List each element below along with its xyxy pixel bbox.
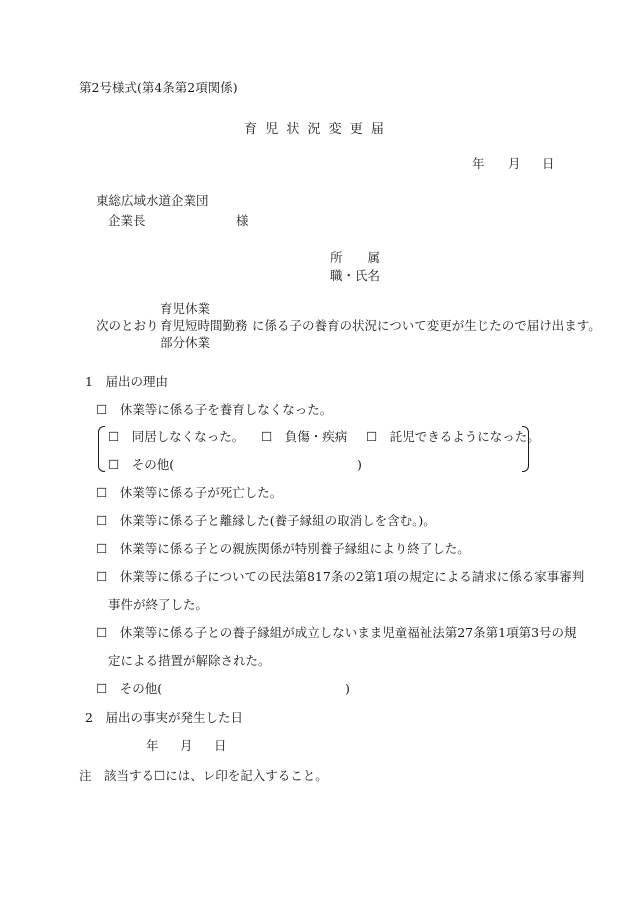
reason-dissolved-adoption[interactable]: ☐ 休業等に係る子と離縁した(養子縁組の取消しを含む。)。 [96,513,436,528]
date-year: 年 [472,156,485,171]
section1-heading: 1 届出の理由 [85,374,168,389]
reason-family-court-line2: 事件が終了した。 [108,597,209,612]
section2-heading: 2 届出の事実が発生した日 [85,710,243,725]
reason-other-close: ) [345,681,350,696]
occurrence-day: 日 [214,738,227,753]
reason-family-court-line1[interactable]: ☐ 休業等に係る子についての民法第817条の2第1項の規定による請求に係る家事審判 [96,569,585,584]
sub-reason-other-close: ) [357,457,362,472]
reason-measure-lifted-line1[interactable]: ☐ 休業等に係る子との養子縁組が成立しないまま児童福祉法第27条第1項第3号の規 [96,625,577,640]
occurrence-month: 月 [180,738,193,753]
intro-option-partial-leave: 部分休業 [160,335,211,350]
occurrence-year: 年 [146,738,159,753]
sub-reason-injury-illness[interactable]: ☐ 負傷・疾病 [261,429,348,444]
form-number: 第2号様式(第4条第2項関係) [79,80,238,95]
sub-reasons-bracket-left [98,426,105,472]
intro-option-short-hours: 育児短時間勤務 [160,318,248,333]
reason-measure-lifted-line2: 定による措置が解除された。 [108,653,271,668]
reason-other[interactable]: ☐ その他( [96,681,163,696]
recipient-org: 東総広域水道企業団 [96,193,209,208]
intro-suffix: に係る子の養育の状況について変更が生じたので届け出ます。 [252,318,601,333]
reason-child-died[interactable]: ☐ 休業等に係る子が死亡した。 [96,485,283,500]
sub-reason-other[interactable]: ☐ その他( [108,457,175,472]
intro-option-childcare-leave: 育児休業 [160,301,211,316]
reason-special-adoption[interactable]: ☐ 休業等に係る子との親族関係が特別養子縁組により終了した。 [96,541,470,556]
intro-prefix: 次のとおり [96,318,159,333]
applicant-name-label: 職・氏名 [330,268,381,283]
applicant-dept-label: 所 属 [330,250,381,265]
recipient-head: 企業長 [108,213,146,228]
date-day: 日 [542,156,555,171]
date-month: 月 [508,156,521,171]
footnote: 注 該当する☐には、レ印を記入すること。 [79,768,328,783]
reason-no-longer-raising[interactable]: ☐ 休業等に係る子を養育しなくなった。 [96,402,333,417]
sub-reason-not-cohabiting[interactable]: ☐ 同居しなくなった。 [108,429,245,444]
document-title: 育 児 状 況 変 更 届 [244,122,386,137]
recipient-honorific: 様 [236,213,249,228]
sub-reason-childcare-available[interactable]: ☐ 託児できるようになった。 [366,429,540,444]
